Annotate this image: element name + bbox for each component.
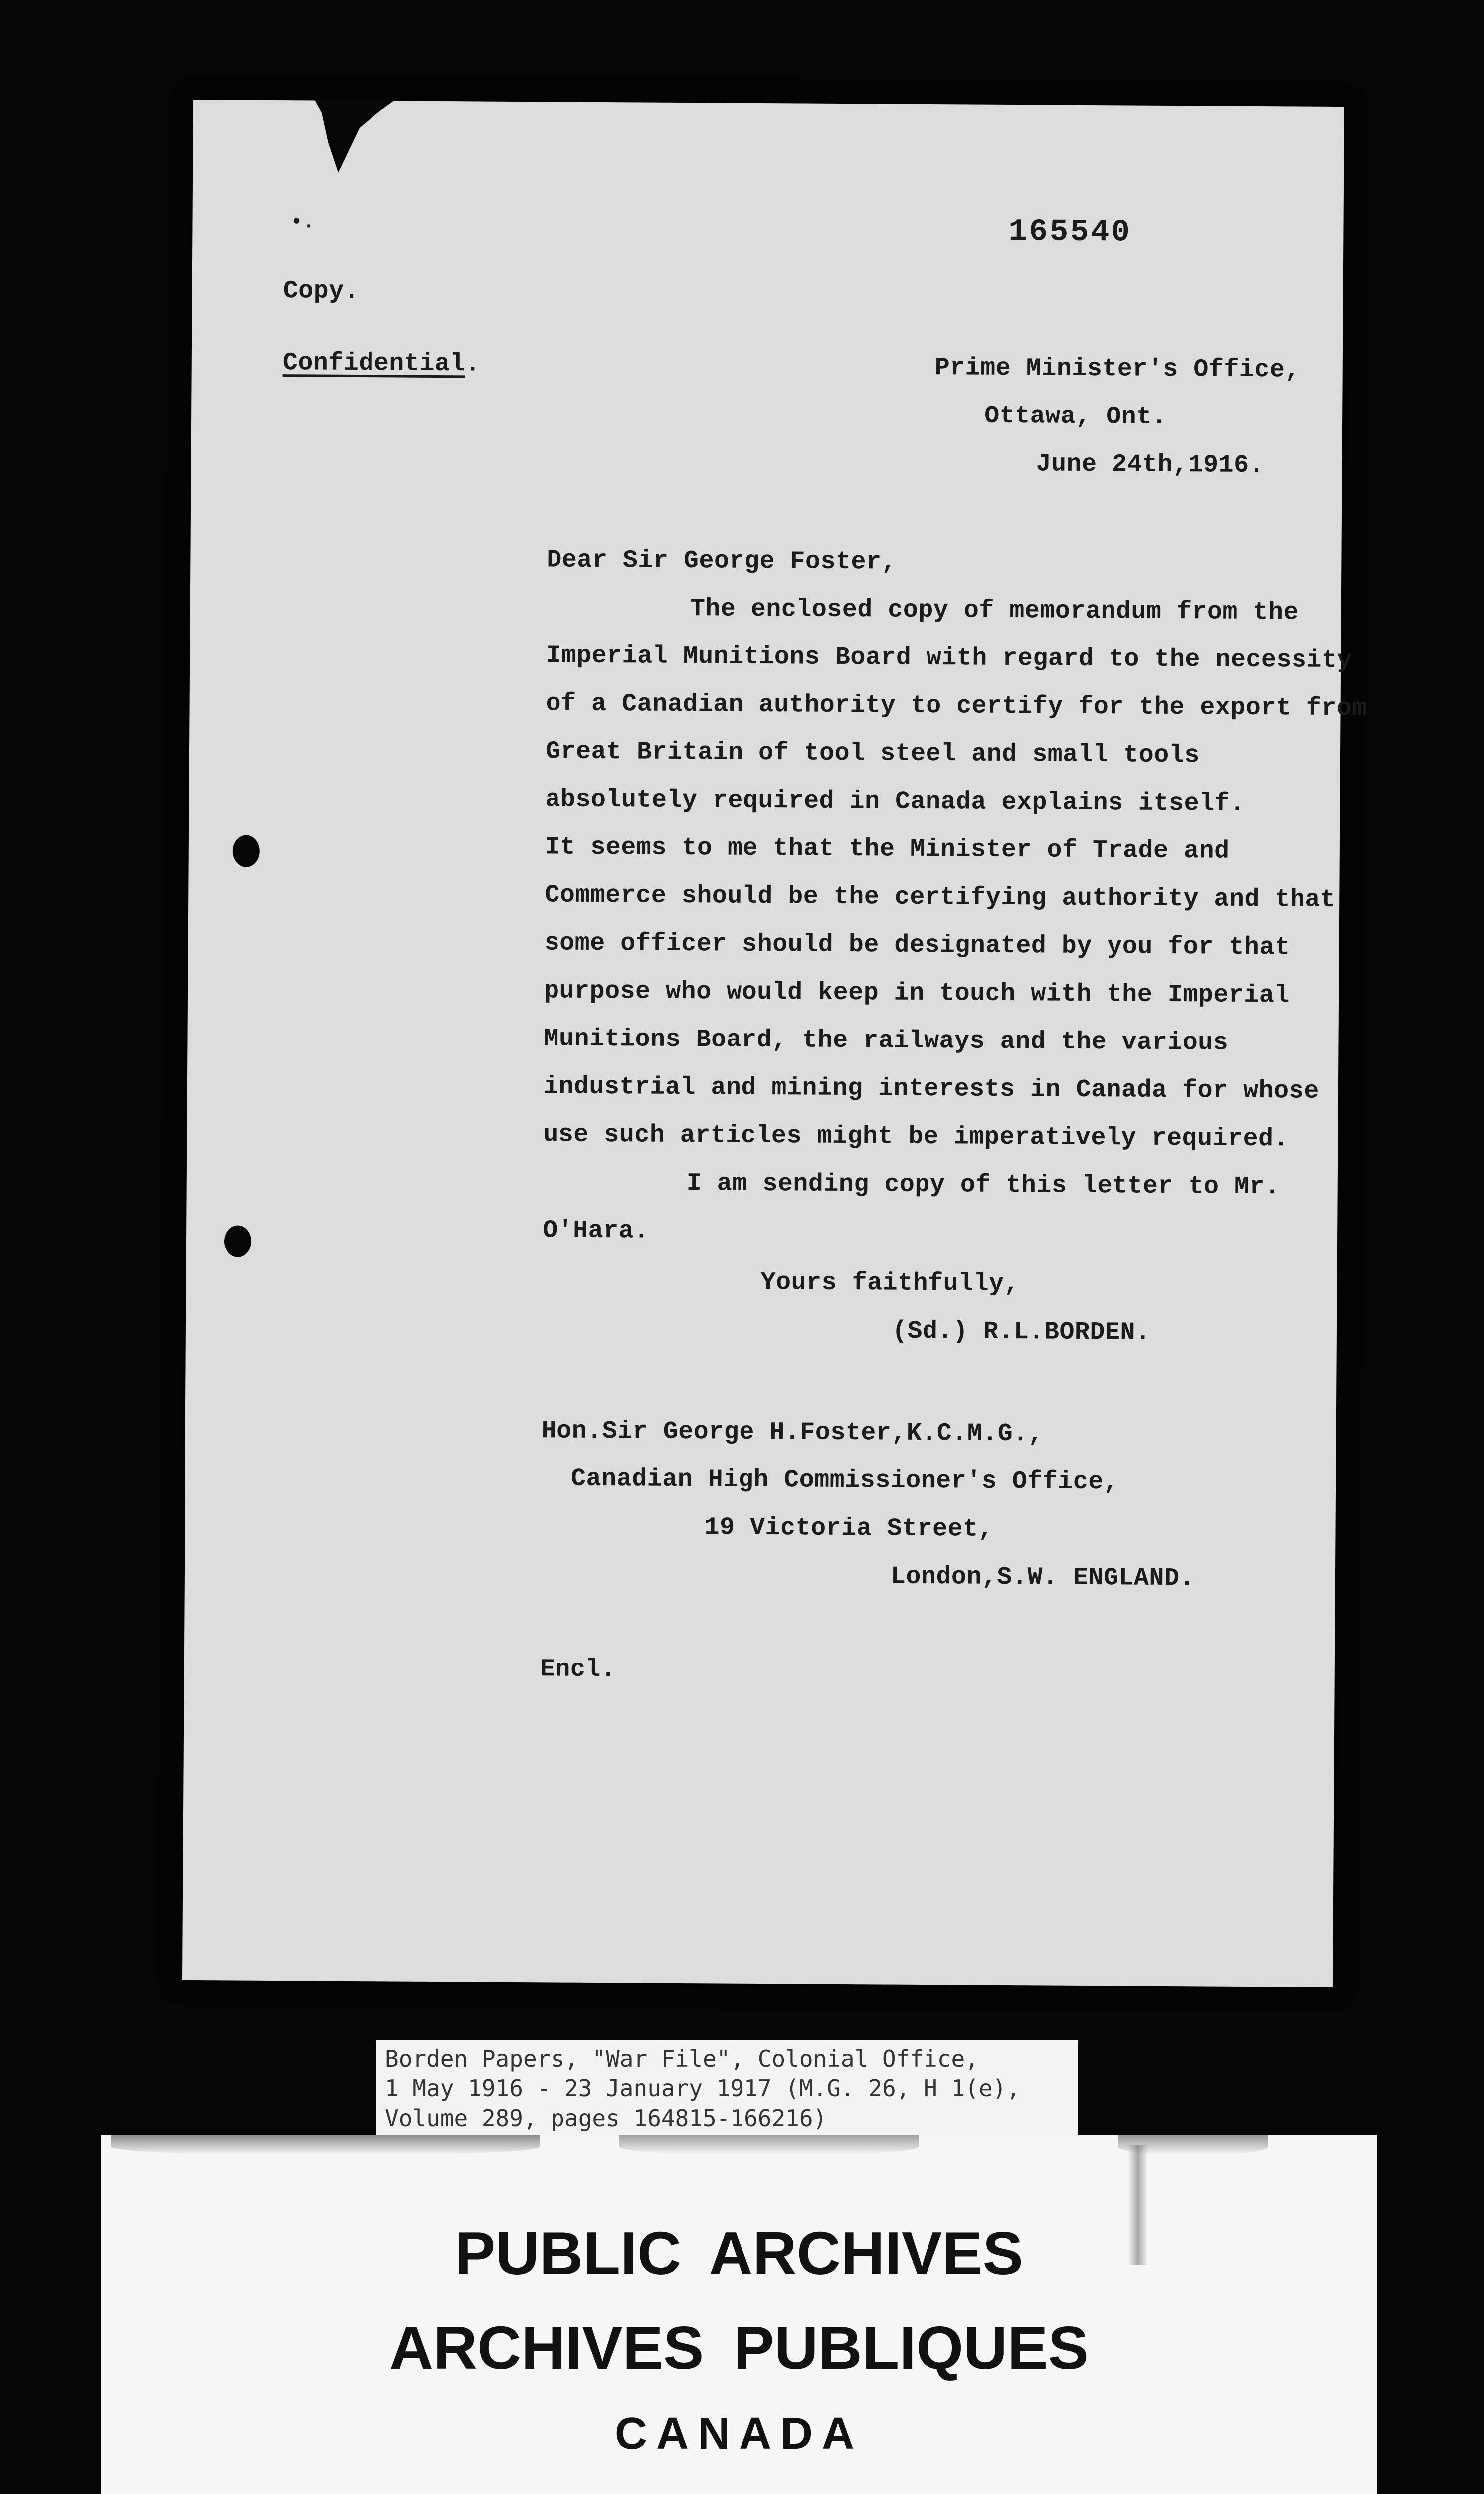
reference-slip: [376, 2040, 1078, 2142]
archives-title-french: ARCHIVES PUBLIQUES: [389, 2314, 1089, 2382]
sender-address-line: Ottawa, Ont.: [984, 402, 1167, 431]
file-number: 165540: [1008, 213, 1132, 250]
body-line: Munitions Board, the railways and the various: [544, 1025, 1229, 1057]
body-line: some officer should be designated by you for that: [544, 929, 1290, 962]
body-line: of a Canadian authority to certify for the export from: [546, 689, 1368, 723]
salutation: Dear Sir George Foster,: [547, 546, 897, 577]
closing: Yours faithfully,: [760, 1268, 1020, 1299]
body-line: It seems to me that the Minister of Trade and: [545, 833, 1230, 866]
card-smudge: [111, 2135, 540, 2155]
letter-page: [182, 100, 1368, 1987]
body-line: absolutely required in Canada explains itself.: [545, 785, 1245, 818]
body-line: Great Britain of tool steel and small tools: [545, 737, 1200, 770]
archives-country: CANADA: [615, 2409, 863, 2459]
body-line: industrial and mining interests in Canada for whose: [543, 1072, 1319, 1106]
sender-address-line: Prime Minister's Office,: [934, 354, 1300, 385]
card-smudge: [619, 2135, 919, 2155]
letter-date: June 24th,1916.: [1036, 450, 1265, 480]
body-line: O'Hara.: [542, 1216, 649, 1246]
reference-line: Volume 289, pages 164815-166216): [385, 2105, 827, 2132]
confidential-label: [283, 351, 481, 377]
recipient-line: Hon.Sir George H.Foster,K.C.M.G.,: [541, 1417, 1044, 1449]
copy-label: Copy.: [283, 277, 360, 306]
punch-hole-bottom: [224, 1225, 251, 1257]
signature: (Sd.) R.L.BORDEN.: [892, 1317, 1151, 1347]
body-line: Imperial Munitions Board with regard to the necessity: [546, 641, 1353, 675]
tick-mark: •.: [290, 211, 315, 234]
confidential-text: Confidential: [282, 349, 466, 379]
torn-corner: [313, 97, 398, 173]
recipient-line: 19 Victoria Street,: [704, 1513, 994, 1544]
reference-line: 1 May 1916 - 23 January 1917 (M.G. 26, H 1(e),: [385, 2075, 1020, 2102]
body-line: Commerce should be the certifying authority and that: [545, 881, 1336, 915]
body-line: The enclosed copy of memorandum from the: [690, 595, 1299, 627]
reference-line: Borden Papers, "War File", Colonial Office,: [385, 2045, 979, 2072]
recipient-line: London,S.W. ENGLAND.: [890, 1562, 1195, 1593]
body-line: I am sending copy of this letter to Mr.: [686, 1169, 1280, 1202]
punch-hole-top: [233, 835, 260, 867]
archives-title-english: PUBLIC ARCHIVES: [455, 2219, 1023, 2287]
body-line: purpose who would keep in touch with the Imperial: [544, 977, 1290, 1010]
body-line: use such articles might be imperatively required.: [543, 1120, 1289, 1154]
enclosure-note: Encl.: [540, 1655, 616, 1684]
archives-card: [101, 2135, 1377, 2494]
confidential-period: .: [465, 350, 481, 379]
recipient-line: Canadian High Commissioner's Office,: [570, 1464, 1119, 1497]
